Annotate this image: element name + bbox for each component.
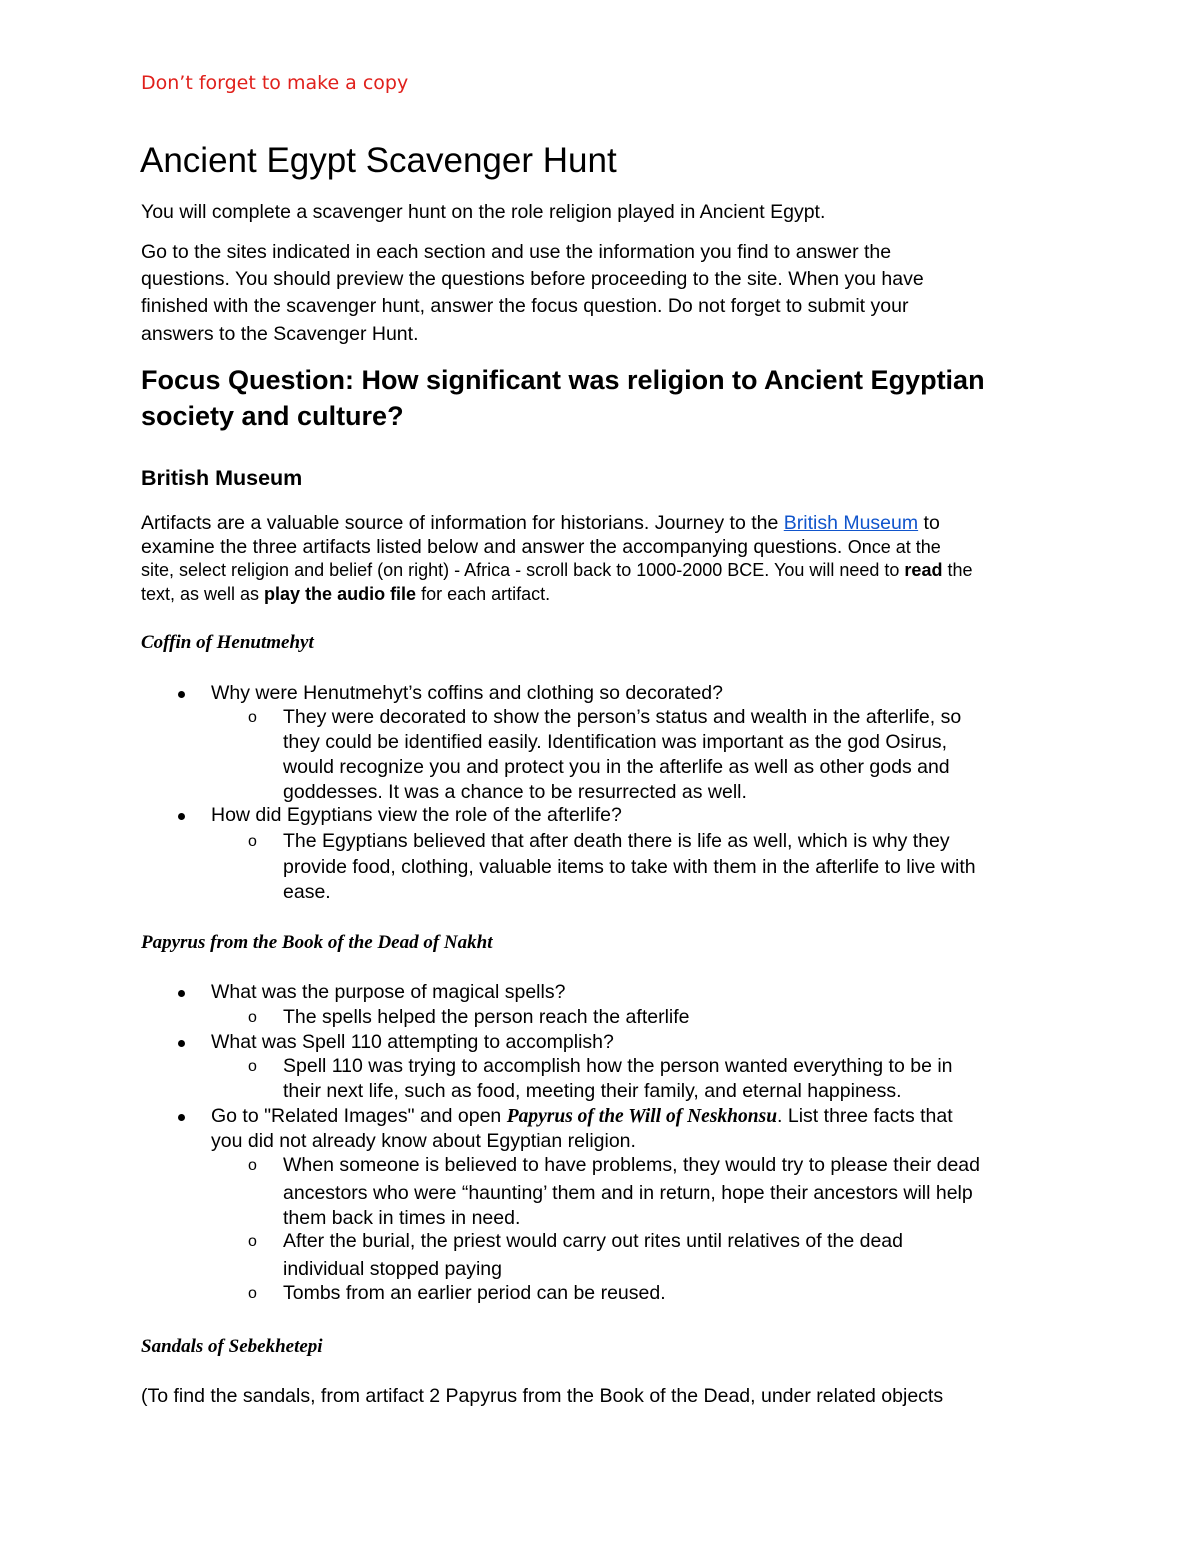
question <box>211 1104 953 1129</box>
focus-question-line: society and culture? <box>141 401 404 431</box>
paragraph-line <box>141 559 972 581</box>
answer-line: ancestors who were “haunting’ them and in return, hope their ancestors will help <box>283 1182 973 1204</box>
question: What was Spell 110 attempting to accomplish? <box>211 1031 614 1053</box>
bullet-icon <box>178 691 185 698</box>
sub-bullet-icon: o <box>248 1157 257 1174</box>
artifact-heading: Coffin of Henutmehyt <box>141 632 314 653</box>
answer-line: They were decorated to show the person’s status and wealth in the afterlife, so <box>283 706 962 728</box>
instruction-line: (To find the sandals, from artifact 2 Papyrus from the Book of the Dead, under related objects <box>141 1385 944 1407</box>
paragraph-line <box>141 511 972 535</box>
intro-line: answers to the Scavenger Hunt. <box>141 323 419 345</box>
answer-line: their next life, such as food, meeting their family, and eternal happiness. <box>283 1080 902 1102</box>
sub-bullet-icon: o <box>248 709 257 726</box>
british-museum-link[interactable]: British Museum <box>783 512 919 534</box>
section-heading: British Museum <box>141 466 303 490</box>
intro-line: finished with the scavenger hunt, answer the focus question. Do not forget to submit your <box>141 295 909 317</box>
text-run: the <box>942 560 973 580</box>
sub-bullet-icon: o <box>248 1058 257 1075</box>
intro-line: Go to the sites indicated in each section and use the information you find to answer the <box>141 241 892 263</box>
answer-line: they could be identified easily. Identification was important as the god Osirus, <box>283 731 948 753</box>
italic-run: Papyrus of the Will of Neskhonsu <box>506 1106 778 1127</box>
bullet-icon <box>178 990 185 997</box>
answer-line: The Egyptians believed that after death there is life as well, which is why they <box>283 830 950 852</box>
bullet-icon <box>178 813 185 820</box>
answer-line: The spells helped the person reach the afterlife <box>283 1006 690 1028</box>
answer-line: When someone is believed to have problems, they would try to please their dead <box>283 1154 980 1176</box>
focus-question-line: Focus Question: How significant was religion to Ancient Egyptian <box>141 365 985 395</box>
sub-bullet-icon: o <box>248 1009 257 1026</box>
answer-line: ease. <box>283 881 331 903</box>
answer-line: Spell 110 was trying to accomplish how the person wanted everything to be in <box>283 1055 953 1077</box>
page-title: Ancient Egypt Scavenger Hunt <box>140 141 617 180</box>
answer-line: individual stopped paying <box>283 1258 502 1280</box>
question: you did not already know about Egyptian religion. <box>211 1130 636 1152</box>
bullet-icon <box>178 1040 185 1047</box>
text-run: site, select religion and belief (on right) - Africa - scroll back to 1000-2000 BCE. You will need to <box>141 560 905 580</box>
text-run: to <box>918 512 940 534</box>
bold-run: play the audio file <box>264 584 417 604</box>
bold-run: read <box>904 560 943 580</box>
answer-line: Tombs from an earlier period can be reused. <box>283 1282 666 1304</box>
text-run: examine the three artifacts listed below and answer the accompanying questions. <box>141 536 848 558</box>
museum-paragraph <box>141 511 972 607</box>
text-run: Artifacts are a valuable source of information for historians. Journey to the <box>141 512 784 534</box>
answer-line: them back in times in need. <box>283 1207 521 1229</box>
question: Why were Henutmehyt’s coffins and clothing so decorated? <box>211 682 723 704</box>
question: What was the purpose of magical spells? <box>211 981 566 1003</box>
intro-line: You will complete a scavenger hunt on the role religion played in Ancient Egypt. <box>141 201 826 223</box>
text-run: Once at the <box>847 537 941 557</box>
text-run: . List three facts that <box>777 1105 953 1127</box>
text-run: text, as well as <box>141 584 265 604</box>
paragraph-line <box>141 581 972 607</box>
intro-line: questions. You should preview the questions before proceeding to the site. When you have <box>141 268 924 290</box>
answer-line: provide food, clothing, valuable items to take with them in the afterlife to live with <box>283 856 976 878</box>
text-run: Go to "Related Images" and open <box>211 1105 507 1127</box>
answer-line: After the burial, the priest would carry out rites until relatives of the dead <box>283 1230 903 1252</box>
copy-reminder: Don’t forget to make a copy <box>141 72 409 94</box>
paragraph-line <box>141 535 972 559</box>
artifact-heading: Sandals of Sebekhetepi <box>141 1336 323 1357</box>
bullet-icon <box>178 1114 185 1121</box>
sub-bullet-icon: o <box>248 1285 257 1302</box>
sub-bullet-icon: o <box>248 1233 257 1250</box>
sub-bullet-icon: o <box>248 833 257 850</box>
answer-line: goddesses. It was a chance to be resurrected as well. <box>283 781 747 803</box>
answer-line: would recognize you and protect you in the afterlife as well as other gods and <box>283 756 950 778</box>
text-run: for each artifact. <box>416 584 551 604</box>
artifact-heading: Papyrus from the Book of the Dead of Nakht <box>141 932 493 953</box>
question: How did Egyptians view the role of the afterlife? <box>211 804 622 826</box>
